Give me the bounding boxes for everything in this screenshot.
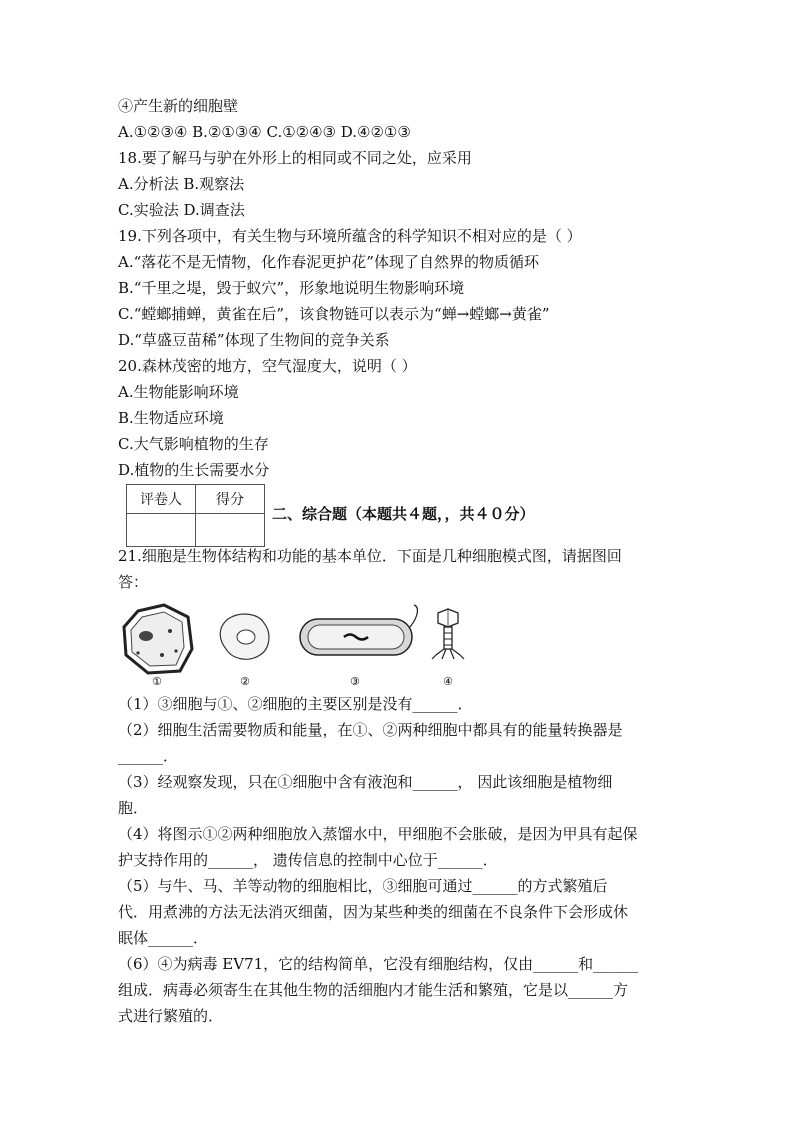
question-21: 21.细胞是生物体结构和功能的基本单位．下面是几种细胞模式图，请据图回: [118, 547, 622, 565]
subquestion-1: （1）③细胞与①、②细胞的主要区别是没有______．: [118, 695, 473, 713]
figure-label-2: ②: [240, 675, 250, 687]
subquestion-2: （2）细胞生活需要物质和能量，在①、②两种细胞中都具有的能量转换器是: [118, 721, 623, 739]
text-line: A.生物能影响环境: [118, 383, 239, 401]
subquestion-4: （4）将图示①②两种细胞放入蒸馏水中，甲细胞不会胀破，是因为甲具有起保: [118, 825, 638, 843]
question-19: 19.下列各项中，有关生物与环境所蕴含的科学知识不相对应的是（ ）: [118, 227, 582, 245]
subquestion-3: （3）经观察发现，只在①细胞中含有液泡和______， 因此该细胞是植物细: [118, 773, 613, 791]
text-line: A.①②③④ B.②①③④ C.①②④③ D.④②①③: [118, 123, 411, 141]
plant-cell-diagram: [124, 605, 192, 673]
text-line: B.生物适应环境: [118, 409, 224, 427]
score-table: [126, 484, 265, 547]
text-line: 护支持作用的______， 遗传信息的控制中心位于______．: [118, 851, 498, 869]
text-line: D.“草盛豆苗稀”体现了生物间的竞争关系: [118, 331, 390, 349]
figure-label-1: ①: [152, 675, 162, 687]
question-18: 18.要了解马与驴在外形上的相同或不同之处，应采用: [118, 149, 472, 167]
subquestion-6: （6）④为病毒 EV71，它的结构简单，它没有细胞结构，仅由______和______: [118, 955, 639, 973]
text-line: 组成．病毒必须寄生在其他生物的活细胞内才能生活和繁殖，它是以______方: [118, 981, 629, 999]
section-title: 二、综合题（本题共４题，，共４０分）: [272, 505, 535, 523]
text-line: 胞．: [118, 799, 149, 817]
text-line: C.“螳螂捕蝉，黄雀在后”，该食物链可以表示为“蝉→螳螂→黄雀”: [118, 305, 550, 323]
cell-diagram-figure: [118, 603, 478, 687]
text-line: 眠体______．: [118, 929, 209, 947]
subquestion-5: （5）与牛、马、羊等动物的细胞相比，③细胞可通过______的方式繁殖后: [118, 877, 608, 895]
score-table-cell: [127, 514, 196, 547]
animal-cell-diagram: [220, 614, 269, 659]
text-line: B.“千里之堤，毁于蚁穴”，形象地说明生物影响环境: [118, 279, 465, 297]
virus-diagram: [432, 609, 464, 659]
figure-label-4: ④: [443, 675, 453, 687]
figure-label-3: ③: [350, 675, 360, 687]
text-line: A.“落花不是无情物，化作春泥更护花”体现了自然界的物质循环: [118, 253, 539, 271]
text-line: A.分析法 B.观察法: [118, 175, 245, 193]
score-table-cell: [196, 514, 265, 547]
bacterium-diagram: [300, 605, 417, 655]
text-line: ④产生新的细胞壁: [118, 97, 239, 115]
text-line: D.植物的生长需要水分: [118, 461, 270, 479]
score-table-header-score: 得分: [196, 485, 265, 514]
text-line: 代．用煮沸的方法无法消灭细菌，因为某些种类的细菌在不良条件下会形成休: [118, 903, 629, 921]
text-line: 答：: [118, 573, 149, 591]
question-20: 20.森林茂密的地方，空气湿度大，说明（ ）: [118, 357, 417, 375]
text-line: ______．: [118, 747, 179, 765]
score-table-header-grader: 评卷人: [127, 485, 196, 514]
text-line: C.实验法 D.调查法: [118, 201, 245, 219]
text-line: C.大气影响植物的生存: [118, 435, 269, 453]
text-line: 式进行繁殖的．: [118, 1007, 224, 1025]
